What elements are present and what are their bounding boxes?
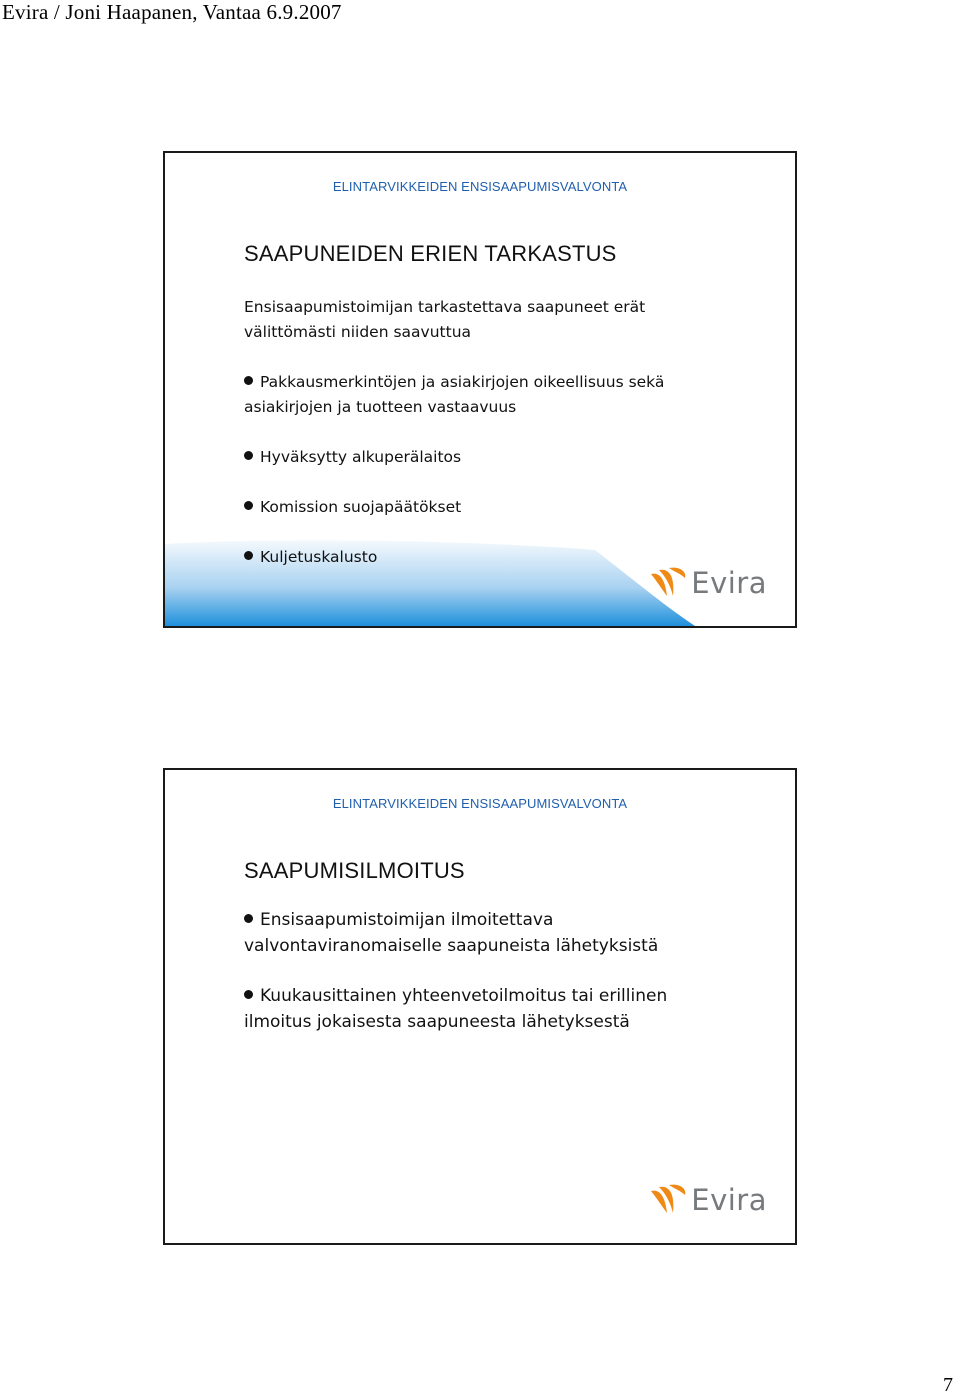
bullet-text: Komission suojapäätökset — [260, 498, 462, 516]
bullet-item — [244, 445, 765, 470]
bullet-text: Ensisaapumistoimijan ilmoitettava — [260, 910, 554, 930]
paragraph-line: välittömästi niiden saavuttua — [244, 323, 472, 341]
evira-logo — [649, 1183, 767, 1217]
paragraph-line: Ensisaapumistoimijan tarkastettava saapuneet erät — [244, 298, 646, 316]
slide-body — [244, 907, 765, 1059]
bullet-text: Kuukausittainen yhteenvetoilmoitus tai erillinen — [260, 986, 668, 1006]
bullet-item — [244, 370, 765, 420]
bullet-text: Hyväksytty alkuperälaitos — [260, 448, 462, 466]
slide-title: SAAPUMISILMOITUS — [244, 858, 465, 883]
slide-1 — [163, 151, 797, 628]
slide-section-label: ELINTARVIKKEIDEN ENSISAAPUMISVALVONTA — [332, 796, 628, 811]
logo-text: Evira — [691, 1183, 767, 1217]
bullet-text: Pakkausmerkintöjen ja asiakirjojen oikeellisuus sekä — [260, 373, 665, 391]
page-number: 7 — [943, 1374, 953, 1396]
page-header: Evira / Joni Haapanen, Vantaa 6.9.2007 — [2, 0, 342, 24]
paragraph — [244, 295, 765, 345]
bullet-item — [244, 495, 765, 520]
logo-text: Evira — [691, 566, 767, 600]
bullet-dot-icon — [244, 451, 253, 460]
bullet-text: Kuljetuskalusto — [260, 548, 378, 566]
bullet-dot-icon — [244, 551, 253, 560]
bullet-item — [244, 907, 765, 959]
bullet-dot-icon — [244, 501, 253, 510]
slide-2 — [163, 768, 797, 1245]
slide-title: SAAPUNEIDEN ERIEN TARKASTUS — [244, 241, 617, 266]
bullet-dot-icon — [244, 990, 253, 999]
bullet-text-continued: ilmoitus jokaisesta saapuneesta lähetyksestä — [244, 1012, 630, 1032]
bullet-dot-icon — [244, 914, 253, 923]
bullet-text-continued: asiakirjojen ja tuotteen vastaavuus — [244, 398, 517, 416]
evira-logo-icon — [649, 566, 689, 600]
bullet-text-continued: valvontaviranomaiselle saapuneista lähetyksistä — [244, 936, 659, 956]
slide-body — [244, 295, 765, 595]
evira-logo — [649, 566, 767, 600]
bullet-dot-icon — [244, 376, 253, 385]
evira-logo-icon — [649, 1183, 689, 1217]
slide-section-label: ELINTARVIKKEIDEN ENSISAAPUMISVALVONTA — [332, 179, 628, 194]
bullet-item — [244, 983, 765, 1035]
